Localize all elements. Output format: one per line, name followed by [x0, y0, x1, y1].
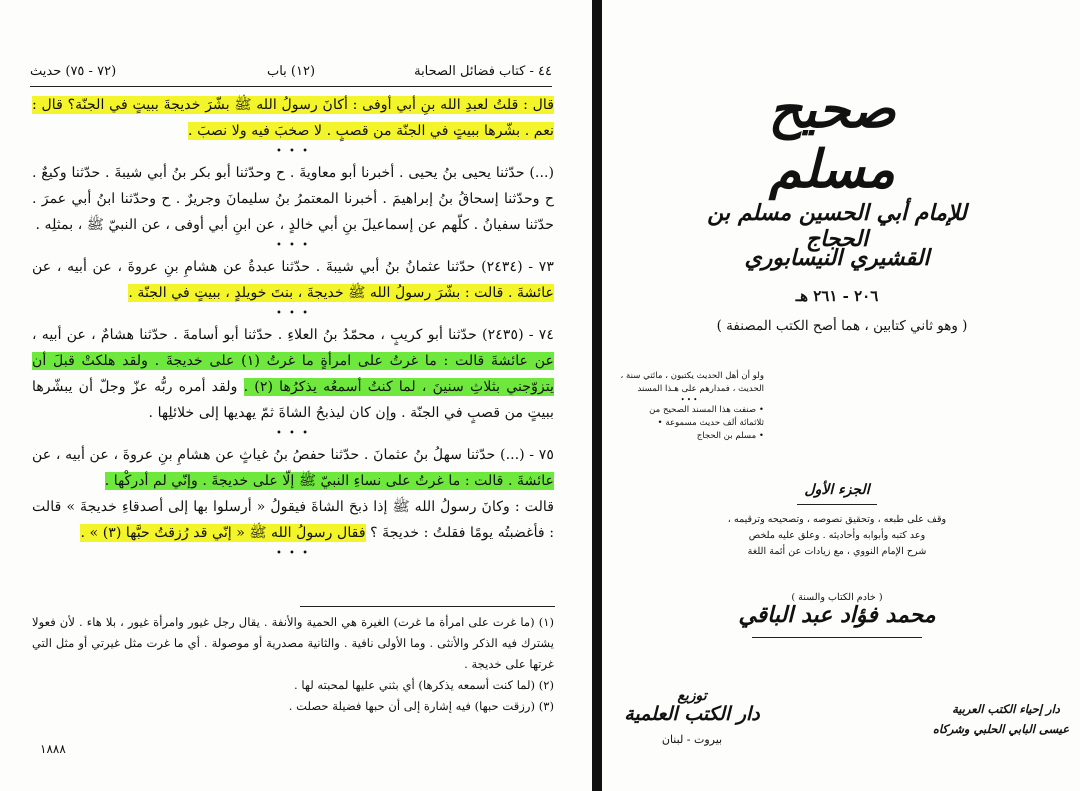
- epigraph-line: • صنفت هذا المسند الصحيح من: [649, 405, 764, 415]
- paragraph-text: ٧٣ - (٢٤٣٤) حدّثنا عثمانُ بنُ أبي شيبةَ . حدّثنا عبدةُ عن هشامِ بنِ عروةَ ، عن أبيه ، عن: [32, 259, 554, 275]
- book-title: صحيح مسلم: [768, 79, 896, 200]
- paragraph-text: ٧٥ - (...) حدّثنا سهلُ بنُ عثمانَ . حدّثنا حفصُ بنُ غياثٍ عن هشامِ بنِ عروةَ ، عن أبيه ، عن: [32, 447, 554, 463]
- page-gutter: [592, 0, 602, 791]
- publisher-name: دار إحياء الكتب العربية: [952, 702, 1060, 716]
- distributor-place: بيروت - لبنان: [661, 733, 723, 746]
- hadith-paragraph-1: [32, 92, 554, 144]
- epigraph-line: ثلاثمائة ألف حديث مسموعة •: [657, 418, 764, 428]
- highlight-yellow: فقال رسولُ الله ﷺ « إنّي قد رُزقتُ حبَّها (٣) » .: [80, 525, 366, 541]
- hadith-paragraph-3: [32, 254, 554, 306]
- hadith-paragraph-6: [32, 494, 554, 546]
- highlight-yellow: عائشةَ . قالت : بشّرَ رسولُ الله ﷺ خديجةَ ، بنتَ خويلدٍ ، ببيتٍ في الجنّة .: [128, 285, 554, 301]
- author-name: للإمام أبي الحسين مسلم بن الحجاج: [707, 200, 967, 252]
- highlight-green: عائشةَ . قالت : ما غرتُ على نساءِ النبيّ ﷺ إلّا على خديجةَ . وإنّي لم أدركْها .: [104, 473, 554, 489]
- separator-stars: • • •: [275, 548, 311, 559]
- epigraph: [614, 370, 764, 443]
- running-head: [30, 62, 552, 84]
- running-head-chapter: (١٢) باب: [266, 64, 316, 79]
- hadith-paragraph-4: [32, 322, 554, 426]
- paragraph-text: قالت : وكانَ رسولُ الله ﷺ إذا ذبحَ الشاةَ فيقولُ « أرسلوا بها إلى أصدقاءِ خديجةَ » قالت : فأغضبتُه يومًا فقلتُ : خديجةَ ؟: [32, 499, 554, 541]
- running-head-hadith-range: (٧٢ - ٧٥) حديث: [30, 64, 117, 79]
- header-rule: [30, 86, 552, 87]
- description-line: شرح الإمام النووي ، مع زيادات عن أئمة اللغة: [747, 546, 927, 557]
- publisher-owner: عيسى البابي الحلبي وشركاه: [932, 722, 1070, 736]
- paragraph-text: ولقد أمره ربُّه عزّ وجلّ أن يبشّرها ببيتٍ من قصبٍ في الجنّة . وإن كان ليذبحُ الشاةَ ثمّ يهديها إلى خلائلِها .: [32, 379, 554, 421]
- footnote-3: (٣) (رزقت حبها) فيه إشارة إلى أن حبها فضيلة حصلت .: [288, 699, 554, 713]
- epigraph-line: الحديث ، فمدارهم على هـذا المسند: [637, 384, 764, 394]
- right-page-title: [602, 0, 1080, 791]
- hadith-paragraph-5: [32, 442, 554, 494]
- separator-stars: • • •: [275, 146, 311, 157]
- highlight-yellow: قال : قلتُ لعبدِ الله بنِ أبي أوفى : أكانَ رسولُ الله ﷺ بشّرَ خديجةَ ببيتٍ في الجنّة؟ قال : نعم . بشّرها ببيتٍ في الجنّة من قصبٍ . لا صخبَ فيه ولا نصبَ .: [32, 97, 554, 139]
- footnotes: [32, 612, 554, 717]
- editor-name: محمد فؤاد عبد الباقي: [738, 602, 936, 628]
- book-subtitle: ( وهو ثاني كتابين ، هما أصح الكتب المصنفة ): [716, 318, 968, 334]
- paragraph-text: (...) حدّثنا يحيى بنُ يحيى . أخبرنا أبو معاويةَ . ح وحدّثنا أبو بكر بنُ أبي شيبةَ . حدّثنا وكيعٌ . ح وحدّثنا إسحاقُ بنُ إبراهيمَ . أخبرنا المعتمرُ بنُ سليمانَ وجريرٌ . ح وحدّثنا ابنُ أبي عمرَ . حدّثنا سفيانُ . كلّهم عن إسماعيلَ بنِ أبي خالدٍ ، عن ابنِ أبي أوفى ، عن النبيّ ﷺ ، بمثلِه .: [32, 165, 554, 233]
- description-line: وقف على طبعه ، وتحقيق نصوصه ، وتصحيحه وترقيمه ،: [727, 514, 947, 525]
- volume-rule: [797, 504, 877, 505]
- volume-label: الجزء الأول: [804, 482, 870, 498]
- separator-stars: • • •: [275, 240, 311, 251]
- author-dates: ٢٠٦ - ٢٦١ هـ: [795, 287, 879, 305]
- distribution-label: توزيع: [677, 688, 707, 704]
- editor-underline: [752, 637, 922, 638]
- footnote-2: (٢) (لما كنت أسمعه يذكرها) أي بثني عليها لمحبته لها .: [293, 678, 554, 692]
- page-number: ١٨٨٨: [40, 742, 66, 756]
- separator-stars: • • •: [275, 428, 311, 439]
- hadith-paragraph-2: [32, 160, 554, 238]
- footnote-rule: [300, 606, 555, 607]
- description-line: وعد كتبه وأبوابه وأحاديثه . وعلق عليه ملخص: [748, 530, 926, 541]
- epigraph-line: • مسلم بن الحجاج: [696, 431, 764, 441]
- highlight-green: عن عائشةَ قالت : ما غرتُ على امرأةٍ ما غرتُ (١) على خديجةَ . ولقد هلكتْ قبلَ أن يتزوّجني بثلاثِ سنينَ ، لما كنتُ أسمعُه يذكرُها (٢) .: [32, 353, 554, 395]
- editor-role: ( خادم الكتاب والسنة ): [791, 592, 883, 603]
- editorial-description: [692, 512, 982, 560]
- distributor-name: دار الكتب العلمية: [624, 703, 760, 725]
- separator-stars: • • •: [275, 308, 311, 319]
- hadith-body: [32, 92, 554, 562]
- epigraph-line: ولو أن أهل الحديث يكتبون ، مائتي سنة ،: [620, 371, 764, 381]
- paragraph-text: ٧٤ - (٢٤٣٥) حدّثنا أبو كريبٍ ، محمّدُ بنُ العلاءِ . حدّثنا أبو أسامةَ . حدّثنا هشامٌ ، عن أبيه ،: [32, 327, 554, 343]
- author-nisba: القشيري النيسابوري: [744, 245, 930, 271]
- epigraph-separator: • • •: [680, 396, 698, 404]
- footnote-1: (١) (ما غرت على امرأة ما غرت) الغيرة هي الحمية والأنفة . يقال رجل غيور وامرأة غيور ، بلا هاء . لأن فعولا يشترك فيه الذكر والأنثى . وما الأولى نافية . والثانية مصدرية أو موصولة . أي ما غرت مثل غيرتي أو مثل التي غرتها على خديجة .: [32, 615, 554, 671]
- running-head-book: ٤٤ - كتاب فضائل الصحابة: [414, 64, 552, 79]
